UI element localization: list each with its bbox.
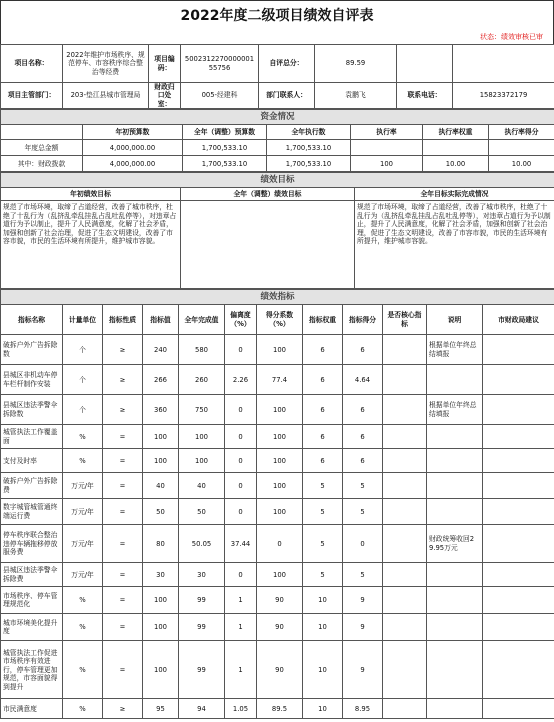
indicator-weight: 10	[303, 614, 343, 641]
indicator-advice	[483, 449, 554, 473]
indicator-unit: 万元/年	[63, 499, 103, 525]
indicator-advice	[483, 563, 554, 587]
indicator-header: 全年完成值	[179, 305, 225, 335]
indicator-dev: 0	[225, 335, 257, 365]
indicator-coef: 100	[257, 395, 303, 425]
funds-header: 执行率得分	[489, 125, 554, 140]
indicator-advice	[483, 395, 554, 425]
indicator-row	[1, 614, 554, 641]
indicator-done: 30	[179, 563, 225, 587]
funds-cell: 1,700,533.10	[267, 156, 351, 172]
indicator-row	[1, 449, 554, 473]
indicator-nature: ≥	[103, 335, 143, 365]
indicator-weight: 6	[303, 449, 343, 473]
indicator-name: 城市环境美化提升度	[1, 614, 63, 641]
indicator-done: 99	[179, 614, 225, 641]
funds-header: 全年执行数	[267, 125, 351, 140]
indicator-advice	[483, 365, 554, 395]
indicator-coef: 90	[257, 641, 303, 699]
funds-row	[1, 156, 554, 172]
funds-header: 执行率	[351, 125, 423, 140]
indicator-score: 5	[343, 499, 383, 525]
indicator-dev: 1	[225, 614, 257, 641]
indicator-note	[427, 365, 483, 395]
indicator-core	[383, 449, 427, 473]
indicator-done: 100	[179, 449, 225, 473]
indicator-unit: 万元/年	[63, 525, 103, 563]
indicator-coef: 100	[257, 563, 303, 587]
funds-cell	[489, 140, 554, 156]
indicator-row	[1, 425, 554, 449]
indicator-core	[383, 499, 427, 525]
indicator-nature: =	[103, 449, 143, 473]
indicator-score: 0	[343, 525, 383, 563]
indicator-weight: 10	[303, 587, 343, 614]
indicator-done: 94	[179, 699, 225, 719]
indicator-done: 260	[179, 365, 225, 395]
indicator-note	[427, 563, 483, 587]
indicator-nature: =	[103, 614, 143, 641]
indicator-coef: 100	[257, 499, 303, 525]
indicator-note: 根据单位年终总结填报	[427, 395, 483, 425]
funds-cell: 4,000,000.00	[83, 156, 183, 172]
indicator-header: 指标值	[143, 305, 179, 335]
indicator-advice	[483, 525, 554, 563]
score-label: 自评总分：	[259, 45, 315, 83]
indicator-row	[1, 395, 554, 425]
project-name: 2022年维护市场秩序、规范停车、市容秩序综合整治等经费	[63, 45, 149, 83]
indicator-coef: 100	[257, 449, 303, 473]
indicator-score: 4.64	[343, 365, 383, 395]
indicator-nature: =	[103, 425, 143, 449]
indicator-nature: =	[103, 587, 143, 614]
indicator-weight: 5	[303, 473, 343, 499]
indicator-name: 破拆户外广告拆除数	[1, 335, 63, 365]
funds-row-label: 年度总金额	[1, 140, 83, 156]
indicator-done: 40	[179, 473, 225, 499]
indicator-weight: 10	[303, 641, 343, 699]
indicator-coef: 77.4	[257, 365, 303, 395]
contact-value: 袁鹏飞	[315, 83, 397, 109]
indicator-coef: 90	[257, 614, 303, 641]
indicator-header: 指标得分	[343, 305, 383, 335]
indicator-value: 50	[143, 499, 179, 525]
indicator-row	[1, 525, 554, 563]
indicator-weight: 6	[303, 365, 343, 395]
indicator-score: 5	[343, 473, 383, 499]
funds-table	[0, 109, 554, 172]
indicator-advice	[483, 641, 554, 699]
indicator-name: 数字城管城管通终端运行费	[1, 499, 63, 525]
indicator-done: 99	[179, 587, 225, 614]
indicator-unit: 个	[63, 395, 103, 425]
indicator-done: 750	[179, 395, 225, 425]
indicator-dev: 0	[225, 425, 257, 449]
project-code: 500231227000000155756	[181, 45, 259, 83]
indicator-value: 100	[143, 425, 179, 449]
indicator-name: 县城区违法季警伞拆除费	[1, 563, 63, 587]
initial-goal-text: 规范了市场环境，取缔了占道经营，改善了城市秩序，杜绝了十乱行为（乱挤乱牵乱挂乱占乱吐乱停等），对违章占道行为予以制止，提升了人民满意度，化解了社会矛盾，加强和创新了社会治理，促进了生态文明建设，改善了市容市貌，市民的生活环境有所提升，维护城市容貌。	[1, 201, 181, 289]
indicator-unit: %	[63, 449, 103, 473]
funds-cell: 4,000,000.00	[83, 140, 183, 156]
indicator-dev: 0	[225, 395, 257, 425]
indicator-core	[383, 473, 427, 499]
info-table	[0, 44, 554, 109]
indicator-coef: 100	[257, 335, 303, 365]
indicator-value: 95	[143, 699, 179, 719]
funds-cell: 10.00	[489, 156, 554, 172]
indicator-score: 6	[343, 395, 383, 425]
indicator-unit: 万元/年	[63, 563, 103, 587]
indicator-coef: 100	[257, 473, 303, 499]
indicator-note	[427, 449, 483, 473]
funds-cell: 1,700,533.10	[183, 156, 267, 172]
indicator-done: 99	[179, 641, 225, 699]
indicator-value: 40	[143, 473, 179, 499]
indicator-header: 计量单位	[63, 305, 103, 335]
indicator-row	[1, 699, 554, 719]
indicator-value: 100	[143, 449, 179, 473]
indicator-value: 100	[143, 641, 179, 699]
indicator-name: 城管执法工作促进市场秩序有效进行，停车管理更加规范，市容面貌得到提升	[1, 641, 63, 699]
project-name-label: 项目名称：	[1, 45, 63, 83]
indicator-dev: 1	[225, 641, 257, 699]
indicator-note	[427, 587, 483, 614]
funds-cell: 1,700,533.10	[267, 140, 351, 156]
indicator-dev: 1.05	[225, 699, 257, 719]
indicator-row	[1, 641, 554, 699]
indicator-name: 市场秩序、停车管理规范化	[1, 587, 63, 614]
indicator-weight: 10	[303, 699, 343, 719]
funds-cell: 1,700,533.10	[183, 140, 267, 156]
funds-header-row	[1, 125, 554, 140]
funds-row	[1, 140, 554, 156]
goals-header: 全年目标实际完成情况	[355, 188, 554, 201]
funds-cell	[423, 140, 489, 156]
indicator-row	[1, 587, 554, 614]
indicator-nature: ≥	[103, 699, 143, 719]
indicator-unit: %	[63, 425, 103, 449]
indicator-core	[383, 335, 427, 365]
indicators-body	[1, 335, 554, 719]
indicator-done: 50.05	[179, 525, 225, 563]
indicator-note: 财政统筹收回29.95万元	[427, 525, 483, 563]
indicator-dev: 0	[225, 449, 257, 473]
indicator-core	[383, 525, 427, 563]
indicator-core	[383, 587, 427, 614]
goals-header: 全年（调整）绩效目标	[181, 188, 355, 201]
indicators-section-title: 绩效指标	[1, 290, 554, 305]
indicator-score: 6	[343, 449, 383, 473]
indicator-core	[383, 365, 427, 395]
indicator-advice	[483, 587, 554, 614]
indicator-unit: 个	[63, 335, 103, 365]
indicator-value: 30	[143, 563, 179, 587]
indicator-name: 县城区违法季警伞拆除数	[1, 395, 63, 425]
adjusted-goal-text	[181, 201, 355, 289]
indicator-row	[1, 563, 554, 587]
phone-label: 联系电话：	[397, 83, 453, 109]
indicator-advice	[483, 614, 554, 641]
indicator-note	[427, 425, 483, 449]
indicator-header: 得分系数（%）	[257, 305, 303, 335]
finance-label: 财政归口处室：	[149, 83, 181, 109]
phone-value: 15823372179	[453, 83, 554, 109]
indicator-row	[1, 335, 554, 365]
funds-header: 执行率权重	[423, 125, 489, 140]
indicator-dev: 2.26	[225, 365, 257, 395]
indicator-value: 240	[143, 335, 179, 365]
indicator-nature: =	[103, 473, 143, 499]
indicator-header: 指标性质	[103, 305, 143, 335]
indicator-nature: =	[103, 641, 143, 699]
funds-header: 年初预算数	[83, 125, 183, 140]
indicator-value: 100	[143, 587, 179, 614]
indicator-weight: 5	[303, 499, 343, 525]
indicator-dev: 0	[225, 499, 257, 525]
indicator-nature: =	[103, 499, 143, 525]
indicator-nature: ≥	[103, 395, 143, 425]
indicator-done: 100	[179, 425, 225, 449]
indicator-score: 9	[343, 614, 383, 641]
contact-label: 部门联系人：	[259, 83, 315, 109]
indicator-weight: 5	[303, 525, 343, 563]
finance-value: 005-经建科	[181, 83, 259, 109]
indicator-note	[427, 473, 483, 499]
indicator-nature: ≥	[103, 365, 143, 395]
indicators-table	[0, 289, 554, 719]
indicator-row	[1, 473, 554, 499]
indicator-note	[427, 641, 483, 699]
indicator-name: 支付及时率	[1, 449, 63, 473]
indicator-coef: 0	[257, 525, 303, 563]
indicator-header: 偏离度（%）	[225, 305, 257, 335]
status-badge: 状态：绩效审核已审	[0, 30, 554, 44]
indicator-dev: 1	[225, 587, 257, 614]
indicator-nature: =	[103, 525, 143, 563]
indicator-header: 指标权重	[303, 305, 343, 335]
indicator-weight: 6	[303, 425, 343, 449]
indicator-weight: 6	[303, 335, 343, 365]
indicator-value: 100	[143, 614, 179, 641]
indicator-note	[427, 499, 483, 525]
indicator-row	[1, 365, 554, 395]
score-value: 89.59	[315, 45, 397, 83]
indicator-name: 市民满意度	[1, 699, 63, 719]
indicator-score: 5	[343, 563, 383, 587]
indicator-note	[427, 614, 483, 641]
indicator-core	[383, 425, 427, 449]
indicator-coef: 100	[257, 425, 303, 449]
indicator-note	[427, 699, 483, 719]
indicator-score: 8.95	[343, 699, 383, 719]
indicator-core	[383, 395, 427, 425]
indicator-note: 根据单位年终总结填报	[427, 335, 483, 365]
indicator-done: 50	[179, 499, 225, 525]
indicator-unit: %	[63, 587, 103, 614]
goals-section-title: 绩效目标	[1, 173, 554, 188]
indicator-header: 指标名称	[1, 305, 63, 335]
goals-table	[0, 172, 554, 289]
indicator-nature: =	[103, 563, 143, 587]
indicator-core	[383, 614, 427, 641]
indicator-coef: 90	[257, 587, 303, 614]
indicator-advice	[483, 473, 554, 499]
indicator-advice	[483, 499, 554, 525]
indicator-score: 9	[343, 587, 383, 614]
indicator-dev: 0	[225, 473, 257, 499]
indicator-name: 停车秩序联合整治违停车辆拖移停放服务费	[1, 525, 63, 563]
indicator-name: 县城区非机动车停车栏杆制作安装	[1, 365, 63, 395]
project-code-label: 项目编码：	[149, 45, 181, 83]
indicator-dev: 37.44	[225, 525, 257, 563]
indicator-core	[383, 699, 427, 719]
indicator-done: 580	[179, 335, 225, 365]
indicator-score: 9	[343, 641, 383, 699]
indicator-weight: 5	[303, 563, 343, 587]
indicator-unit: %	[63, 614, 103, 641]
funds-cell: 10.00	[423, 156, 489, 172]
funds-row-label: 其中：财政拨款	[1, 156, 83, 172]
indicator-weight: 6	[303, 395, 343, 425]
dept-label: 项目主管部门：	[1, 83, 63, 109]
indicator-advice	[483, 699, 554, 719]
indicator-row	[1, 499, 554, 525]
indicator-header: 说明	[427, 305, 483, 335]
funds-section-title: 资金情况	[1, 110, 554, 125]
funds-header: 全年（调整）预算数	[183, 125, 267, 140]
indicator-value: 266	[143, 365, 179, 395]
indicator-name: 破拆户外广告拆除费	[1, 473, 63, 499]
indicator-unit: %	[63, 699, 103, 719]
indicator-header: 市财政局建议	[483, 305, 554, 335]
indicator-unit: %	[63, 641, 103, 699]
indicator-coef: 89.5	[257, 699, 303, 719]
actual-goal-text: 规范了市场环境，取缔了占道经营，改善了城市秩序，杜绝了十乱行为（乱挤乱牵乱挂乱占乱吐乱停等），对违章占道行为予以制止，提升了人民满意度，化解了社会矛盾，加强和创新了社会治理，促进了生态文明建设，改善了市容市貌，市民的生活环境有所提升，维护城市容貌。	[355, 201, 554, 289]
indicator-value: 360	[143, 395, 179, 425]
indicators-header-row	[1, 305, 554, 335]
indicator-unit: 个	[63, 365, 103, 395]
indicator-advice	[483, 335, 554, 365]
goals-header: 年初绩效目标	[1, 188, 181, 201]
indicator-score: 6	[343, 335, 383, 365]
indicator-score: 6	[343, 425, 383, 449]
funds-cell: 100	[351, 156, 423, 172]
indicator-unit: 万元/年	[63, 473, 103, 499]
indicator-name: 城管执法工作覆盖面	[1, 425, 63, 449]
indicator-value: 80	[143, 525, 179, 563]
indicator-core	[383, 563, 427, 587]
indicator-header: 是否核心指标	[383, 305, 427, 335]
dept-value: 203-垫江县城市管理局	[63, 83, 149, 109]
page-title: 2022年度二级项目绩效自评表	[0, 0, 554, 30]
funds-cell	[351, 140, 423, 156]
indicator-dev: 0	[225, 563, 257, 587]
indicator-advice	[483, 425, 554, 449]
indicator-core	[383, 641, 427, 699]
